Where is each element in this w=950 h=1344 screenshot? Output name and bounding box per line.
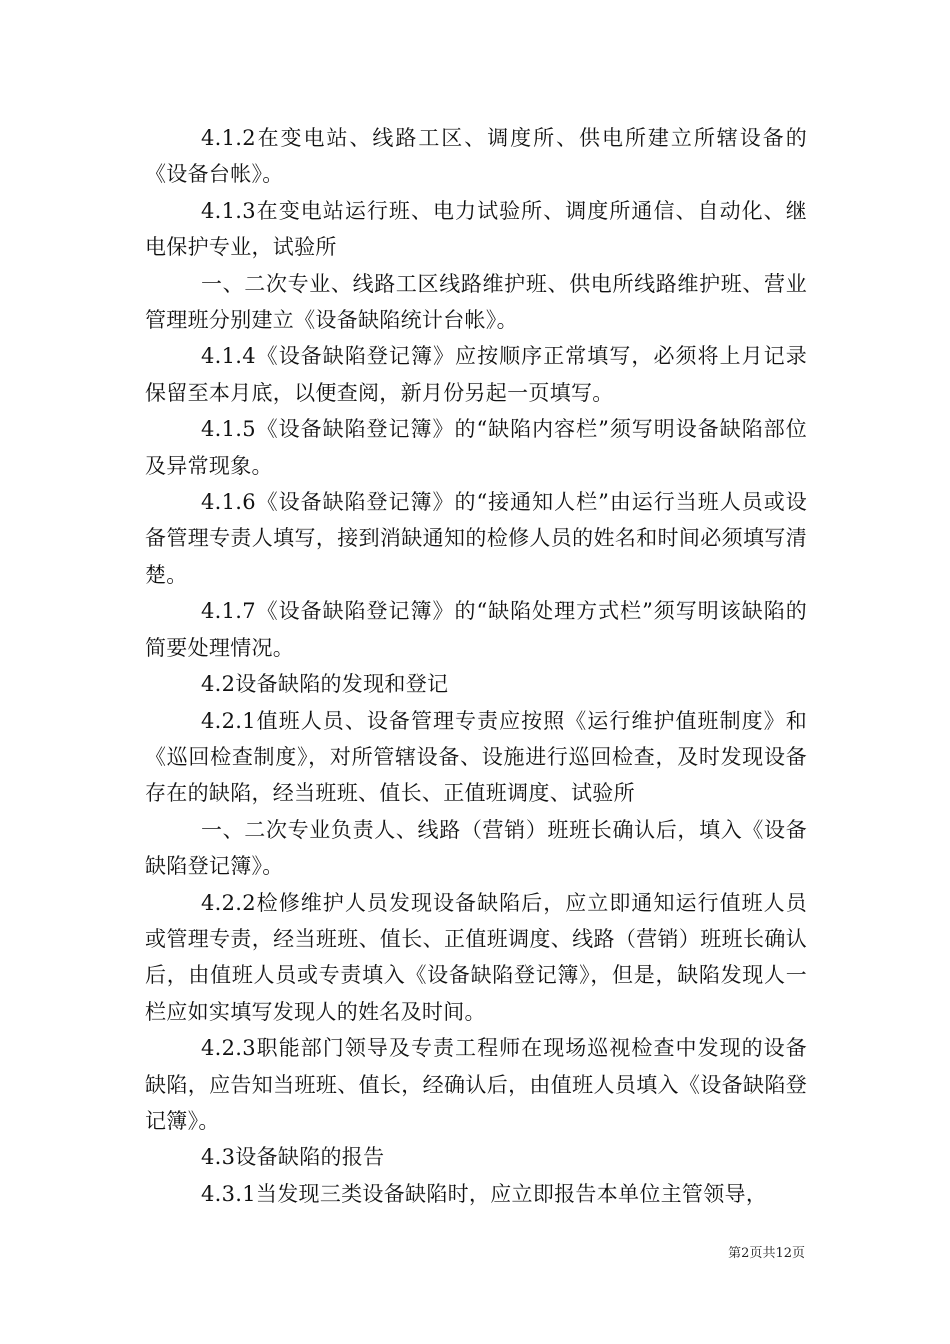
paragraph-4-1-3-continued: 一、二次专业、线路工区线路维护班、供电所线路维护班、营业管理班分别建立《设备缺陷统计台帐》。 bbox=[145, 271, 807, 333]
paragraph-4-1-7: 4.1.7《设备缺陷登记簿》的“缺陷处理方式栏”须写明该缺陷的简要处理情况。 bbox=[145, 599, 807, 660]
section-heading-4-3: 4.3设备缺陷的报告 bbox=[201, 1145, 385, 1170]
paragraph-4-1-3: 4.1.3在变电站运行班、电力试验所、调度所通信、自动化、继电保护专业，试验所 bbox=[145, 198, 807, 260]
paragraph-4-2-3: 4.2.3职能部门领导及专责工程师在现场巡视检查中发现的设备缺陷，应告知当班班、值长，经确认后，由值班人员填入《设备缺陷登记簿》。 bbox=[145, 1036, 807, 1133]
paragraph-4-2-1: 4.2.1值班人员、设备管理专责应按照《运行维护值班制度》和《巡回检查制度》，对所管辖设备、设施进行巡回检查，及时发现设备存在的缺陷，经当班班、值长、正值班调度、试验所 bbox=[145, 708, 807, 806]
paragraph-4-2-2: 4.2.2检修维护人员发现设备缺陷后，应立即通知运行值班人员或管理专责，经当班班、值长、正值班调度、线路（营销）班班长确认后，由值班人员或专责填入《设备缺陷登记簿》，但是，缺陷发现人一栏应如实填写发现人的姓名及时间。 bbox=[145, 890, 807, 1024]
paragraph-4-1-5: 4.1.5《设备缺陷登记簿》的“缺陷内容栏”须写明设备缺陷部位及异常现象。 bbox=[145, 417, 807, 478]
paragraph-4-2-1-continued: 一、二次专业负责人、线路（营销）班班长确认后，填入《设备缺陷登记簿》。 bbox=[145, 817, 807, 879]
paragraph-4-3-1: 4.3.1当发现三类设备缺陷时，应立即报告本单位主管领导， bbox=[201, 1181, 768, 1206]
section-heading-4-2: 4.2设备缺陷的发现和登记 bbox=[201, 672, 449, 697]
paragraph-4-1-2: 4.1.2在变电站、线路工区、调度所、供电所建立所辖设备的《设备台帐》。 bbox=[145, 126, 807, 187]
paragraph-4-1-6: 4.1.6《设备缺陷登记簿》的“接通知人栏”由运行当班人员或设备管理专责人填写，接到消缺通知的检修人员的姓名和时间必须填写清楚。 bbox=[145, 490, 807, 587]
paragraph-4-1-4: 4.1.4《设备缺陷登记簿》应按顺序正常填写，必须将上月记录保留至本月底，以便查阅，新月份另起一页填写。 bbox=[145, 344, 807, 405]
document-body bbox=[145, 120, 807, 1212]
page-number-footer: 第2页共12页 bbox=[728, 1246, 805, 1261]
